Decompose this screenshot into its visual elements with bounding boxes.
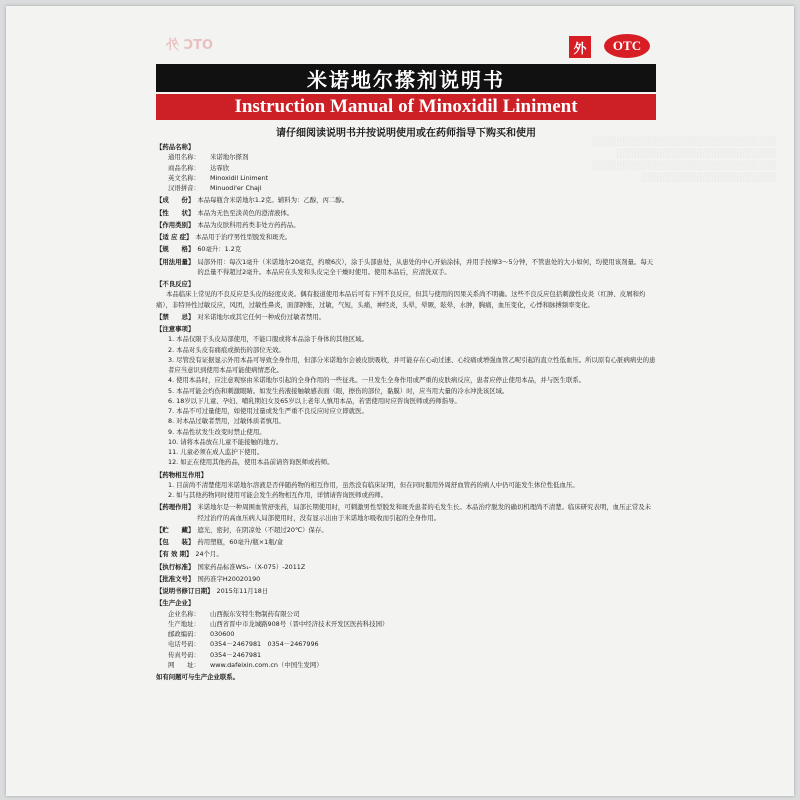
validity-value: 24个月。 [195,550,223,559]
manufacturer-row [156,660,656,670]
website-value: www.dafeixin.com.cn（中国生发网） [210,660,323,669]
interaction-item: 2. 如与其他药物同时使用可能会发生药物相互作用，详情请咨询医师或药师。 [168,491,388,499]
leaflet-body [156,140,656,682]
manufacturer-row [156,650,656,660]
indications-row [156,232,656,242]
manufacturer-value: 0354－2467981 0354－2467996 [210,640,319,649]
english-name-value: Minoxidil Liniment [210,173,269,182]
manufacturer-label: 【生产企业】 [156,599,195,608]
standard-label: 【执行标准】 [156,562,195,571]
manufacturer-row [156,609,656,619]
standard-row [156,562,656,572]
pharmacology-value: 米诺地尔是一种周围血管舒张药，局部长期使用时，可刺激男性型脱发和斑秃患者的毛发生长。本品治疗脱发的确切机理尚不清楚。临床研究表明，血压正常及未经过治疗的高血压病人局部使用时，没有显示出由于米诺地尔吸收而引起的全身作用。 [197,503,652,522]
otc-badge: OTC [604,34,650,58]
title-english: Instruction Manual of Minoxidil Liniment [156,94,656,120]
indications-value: 本品用于治疗男性型脱发和斑秃。 [195,233,292,241]
precaution-item: 6. 18岁以下儿童、孕妇、哺乳期妇女及65岁以上老年人慎用本品，若需使用时应咨询医师或药师指导。 [168,396,461,405]
approval-label: 【批准文号】 [156,574,195,583]
ingredients-label: 【成 份】 [156,196,195,205]
revision-row [156,586,656,596]
precaution-item: 3. 尽管没有证据显示外用本品可导致全身作用，但部分米诺地尔会被皮肤吸收，并可能存在心动过速、心绞痛或增强血管乙呢引起的直立性低血压。所以原有心脏病病史的患者应当意识到使用本品可能使病情恶化。 [168,355,656,374]
manufacturer-key: 传真号码： [168,650,200,659]
interaction-item: 1. 目前尚不清楚使用米诺地尔溶液是否伴随药物的相互作用，虽然没有临床证明，但在同时服用外周舒血管药的病人中仍可能发生体位性低血压。 [168,480,579,489]
generic-name-value: 米诺地尔搽剂 [210,153,249,162]
precaution-item: 5. 本品可能会灼伤和刺激眼睛。如发生药液接触敏感表面（眼，擦伤的部位，黏膜）时，应当用大量的冷水冲洗该区域。 [168,386,509,395]
characteristics-row [156,208,656,218]
revision-label: 【说明书修订日期】 [156,587,214,595]
pinyin-row [156,183,656,193]
contraindications-value: 对米诺地尔或其它任何一种成份过敏者禁用。 [197,312,326,321]
ingredients-value: 本品每瓶含米诺地尔1.2克。辅料为：乙醇，丙二醇。 [197,196,349,205]
usage-label: 【用法用量】 [156,257,195,266]
packaging-row [156,537,656,547]
indications-label: 【适 应 症】 [156,233,193,241]
precautions-label: 【注意事项】 [156,325,195,333]
category-value: 本品为皮肤科用药类非处方药药品。 [197,220,300,229]
manufacturer-value: 山西振东安特生物制药有限公司 [210,609,300,618]
external-use-badge: 外 [569,36,591,58]
precaution-item: 11. 儿童必须在成人监护下使用。 [168,448,264,456]
brand-name-key: 商品名称： [168,163,200,172]
packaging-label: 【包 装】 [156,538,195,546]
generic-name-row [156,152,656,162]
characteristics-label: 【性 状】 [156,208,195,217]
usage-value: 局部外用：每次1毫升（米诺地尔20毫克，约喷6次），涂于头部患处，从患处的中心开始涂抹，并用手按摩3～5分钟，不管患处的大小如何，均使用该剂量。每天的总量不得超过2毫升。本品应在头发和头皮完全干燥时使用。使用本品后，应清洗双手。 [197,257,654,276]
ghost-reverse-text: ░░░░░░░░░░░░░░░░░░░░░░░░░░░░░░ ░░░░░░░░░░░░░░░░░░░░░░░░░░ ░░░░░░░░░░░░░░░░░░░░░░░░░░░░░░ ░░░░░░░░░░░░░░░░░░░░░░ [591,137,776,182]
brand-name-value: 达霏欣 [210,163,230,172]
category-row [156,220,656,230]
ingredients-row [156,195,656,205]
revision-value: 2015年11月18日 [216,587,269,595]
english-name-key: 英文名称： [168,173,200,182]
english-name-row [156,173,656,183]
category-label: 【作用类别】 [156,220,195,229]
pharmacology-label: 【药理作用】 [156,503,195,512]
approval-row [156,574,656,584]
precaution-item: 8. 对本品过敏者禁用，过敏体质者慎用。 [168,417,285,426]
validity-row [156,549,656,559]
drug-interactions-label: 【药物相互作用】 [156,470,208,479]
pinyin-key: 汉语拼音： [168,184,200,192]
precaution-item: 1. 本品仅限于头皮局部使用，不能口服或将本品涂于身体的其他区域。 [168,335,368,344]
specification-value: 60毫升：1.2克 [197,245,242,254]
manufacturer-key: 企业名称： [168,609,200,618]
drug-name-label: 【药品名称】 [156,143,195,151]
standard-value: 国家药品标准WS₁-（X-075）-2011Z [197,562,306,571]
precaution-item: 9. 本品性状发生改变时禁止使用。 [168,427,266,436]
manufacturer-key: 网 址： [168,660,200,669]
contact-footer: 如有问题可与生产企业联系。 [156,673,240,681]
packaging-value: 药用塑瓶，60毫升/瓶×1瓶/盒 [197,538,284,546]
precaution-item: 4. 使用本品时，应注意观察由米诺地尔引起的全身作用的一些征兆。一旦发生全身作用或严重的皮肤病反应，患者应停止使用本品，并与医生联系。 [168,376,586,385]
usage-row [156,257,656,278]
specification-row [156,244,656,254]
storage-label: 【贮 藏】 [156,525,195,534]
precaution-item: 12. 如正在使用其他药品，使用本品前请咨询医师或药师。 [168,458,334,467]
validity-label: 【有 效 期】 [156,550,193,559]
precaution-item: 10. 请将本品放在儿童不能接触的地方。 [168,437,283,446]
manufacturer-key: 邮政编码： [168,630,200,638]
pharmacology-row [156,502,656,523]
contraindications-row [156,312,656,322]
title-chinese: 米诺地尔搽剂说明书 [156,64,656,92]
storage-row [156,525,656,535]
pinyin-value: Minuodi'er Chaji [210,184,262,192]
precaution-item: 2. 本品对头皮有痛痕或损伤的部位无效。 [168,345,285,354]
manufacturer-row [156,629,656,639]
ghost-otc-badge: OTC 外 [166,38,213,53]
subtitle-instruction: 请仔细阅读说明书并按说明使用或在药师指导下购买和使用 [276,128,536,139]
specification-label: 【规 格】 [156,245,195,254]
manufacturer-value: 山西省晋中市龙城路908号（晋中经济技术开发区医药科技园） [210,619,389,628]
storage-value: 遮光，密封，在阴凉处（不超过20℃）保存。 [197,525,328,534]
manufacturer-value: 030600 [210,630,235,638]
characteristics-value: 本品为无色至淡黄色的澄清液体。 [197,208,294,217]
manufacturer-row [156,639,656,649]
manufacturer-key: 电话号码： [168,640,200,649]
brand-name-row [156,163,656,173]
instruction-leaflet [6,6,794,796]
generic-name-key: 通用名称： [168,153,200,162]
precaution-item: 7. 本品不可过量使用，如使用过量或发生严重不良反应时应立即就医。 [168,407,368,415]
contraindications-label: 【禁 忌】 [156,312,195,321]
adverse-reactions-text: 本品临床上常见的不良反应是头皮的轻度皮炎。偶有报道使用本品后可有下列不良反应，但其与使用的因果关系尚不明确。这些不良反应包括刺激性皮炎（红肿、皮屑和灼痛），非特异性过敏反应，风团，过敏性鼻炎，面部肿胀，过敏，气短，头痛，神经炎，头晕，晕厥，眩晕，水肿，胸痛，血压变化，心悸和脉搏频率变化。 [156,290,646,309]
manufacturer-value: 0354－2467981 [210,650,262,659]
approval-value: 国药准字H20020190 [197,574,261,583]
manufacturer-row [156,619,656,629]
adverse-reactions-label: 【不良反应】 [156,280,195,288]
manufacturer-key: 生产地址： [168,619,200,628]
